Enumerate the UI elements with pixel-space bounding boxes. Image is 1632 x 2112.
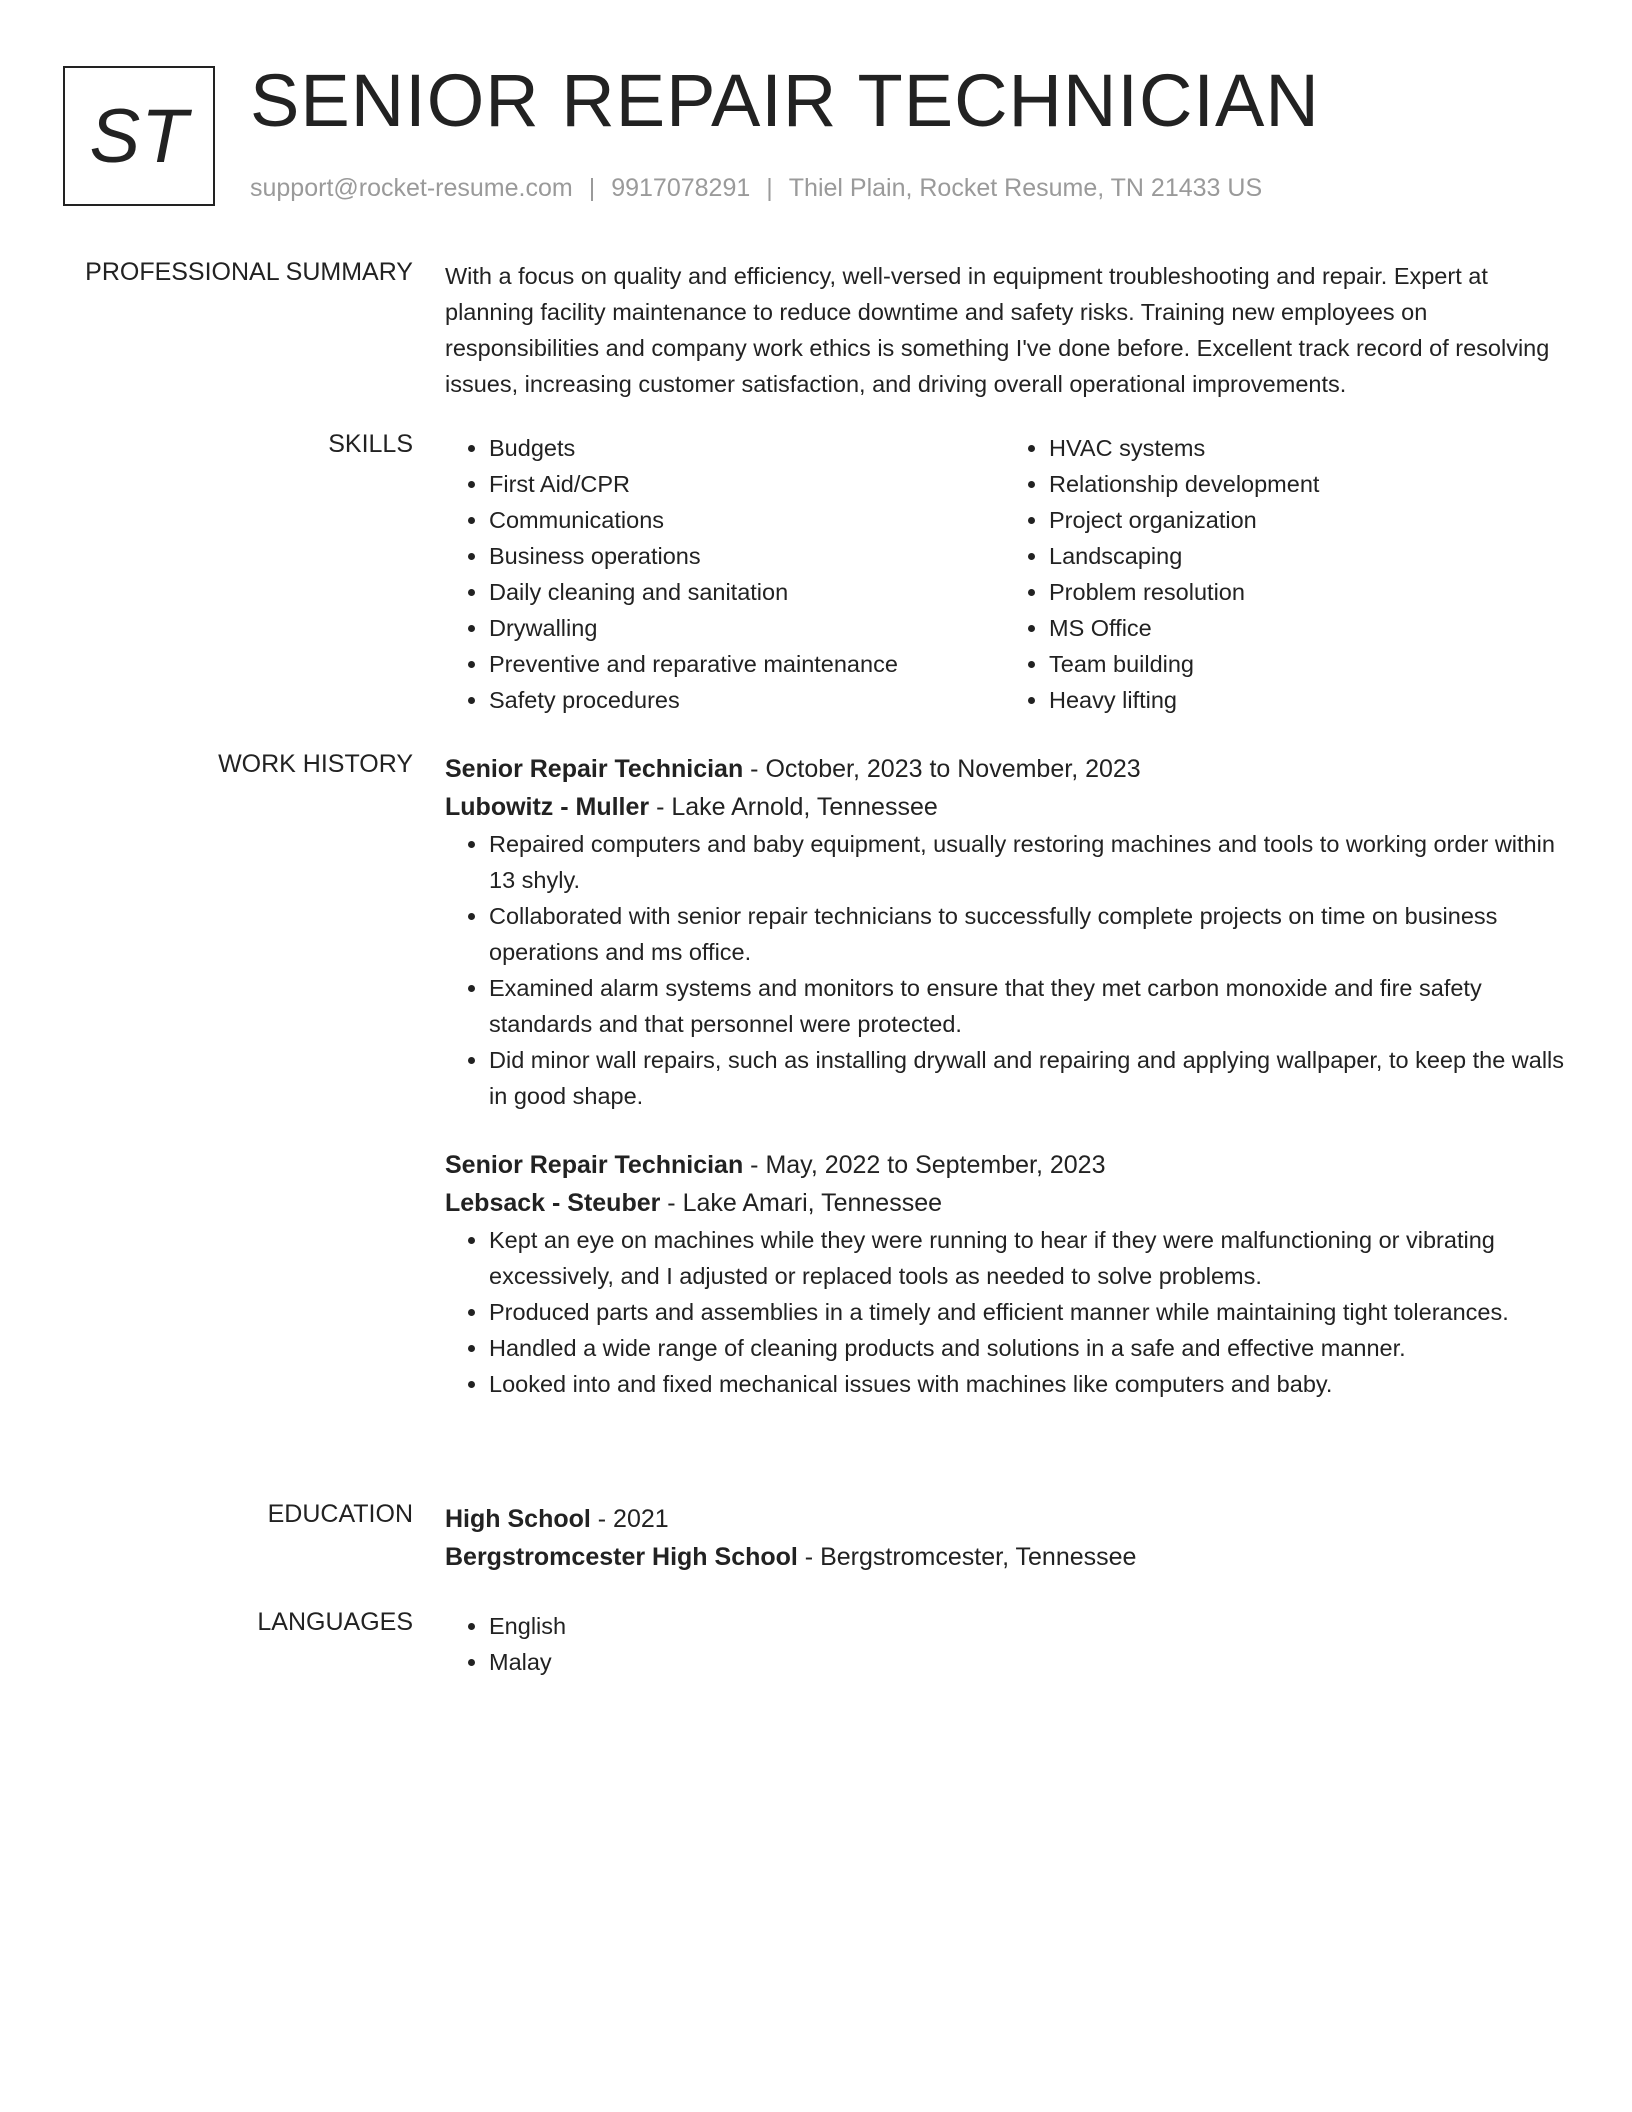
- job-company-line: [445, 788, 1565, 826]
- language-item: • English: [489, 1608, 1565, 1644]
- duty-item: • Examined alarm systems and monitors to ensure that they met carbon monoxide and fire safety standards and that personnel were protected.: [489, 970, 1565, 1042]
- skill-item: • Business operations: [489, 538, 1005, 574]
- duty-item: • Repaired computers and baby equipment, usually restoring machines and tools to working order within 13 shyly.: [489, 826, 1565, 898]
- section-label: EDUCATION: [267, 1500, 413, 1528]
- contact-address: Thiel Plain, Rocket Resume, TN 21433 US: [788, 174, 1263, 202]
- job-title-line: [445, 750, 1565, 788]
- job-title-line: [445, 1146, 1565, 1184]
- section-label: LANGUAGES: [257, 1608, 413, 1636]
- job-duties: [445, 826, 1565, 1114]
- duty-item: • Kept an eye on machines while they were running to hear if they were malfunctioning or vibrating excessively, and I adjusted or replaced tools as needed to solve problems.: [489, 1222, 1565, 1294]
- skill-item: • MS Office: [1049, 610, 1565, 646]
- job-location: - Lake Arnold, Tennessee: [649, 793, 938, 821]
- contact-separator: |: [766, 174, 773, 202]
- job-title: Senior Repair Technician: [445, 755, 744, 783]
- skill-item: • Drywalling: [489, 610, 1005, 646]
- contact-line: [250, 174, 1262, 203]
- skill-item: • Heavy lifting: [1049, 682, 1565, 718]
- skill-item: • HVAC systems: [1049, 430, 1565, 466]
- candidate-name: SENIOR REPAIR TECHNICIAN: [250, 59, 1320, 142]
- language-item: • Malay: [489, 1644, 1565, 1680]
- skill-item: • First Aid/CPR: [489, 466, 1005, 502]
- skill-item: • Safety procedures: [489, 682, 1005, 718]
- skill-item: • Team building: [1049, 646, 1565, 682]
- job-dates: - October, 2023 to November, 2023: [743, 755, 1141, 783]
- job-company: Lebsack - Steuber: [445, 1189, 661, 1217]
- duty-item: • Looked into and fixed mechanical issues with machines like computers and baby.: [489, 1366, 1565, 1402]
- job-duties: [445, 1222, 1565, 1402]
- job-dates: - May, 2022 to September, 2023: [743, 1151, 1106, 1179]
- education-school-line: [445, 1538, 1565, 1576]
- duty-item: • Handled a wide range of cleaning products and solutions in a safe and effective manner.: [489, 1330, 1565, 1366]
- work-history-body: [445, 750, 1565, 1402]
- education-school: Bergstromcester High School: [445, 1543, 798, 1571]
- skills-body: [445, 430, 1565, 718]
- job-location: - Lake Amari, Tennessee: [660, 1189, 942, 1217]
- skill-item: • Problem resolution: [1049, 574, 1565, 610]
- job-company-line: [445, 1184, 1565, 1222]
- section-label: SKILLS: [328, 430, 413, 458]
- section-label: PROFESSIONAL SUMMARY: [85, 258, 413, 286]
- duty-item: • Did minor wall repairs, such as installing drywall and repairing and applying wallpaper, to keep the walls in good shape.: [489, 1042, 1565, 1114]
- skill-item: • Communications: [489, 502, 1005, 538]
- contact-email: support@rocket-resume.com: [250, 174, 573, 202]
- education-degree: High School: [445, 1505, 591, 1533]
- section-label: WORK HISTORY: [218, 750, 413, 778]
- job-title: Senior Repair Technician: [445, 1151, 744, 1179]
- skills-list-left: [445, 430, 1005, 718]
- education-body: [445, 1500, 1565, 1576]
- skills-list-right: [1005, 430, 1565, 718]
- summary-text: With a focus on quality and efficiency, well-versed in equipment troubleshooting and repair. Expert at planning facility maintenance to reduce downtime and safety risks. Training new employees on responsibilities and company work ethics is something I've done before. Excellent track record of resolving issues, increasing customer satisfaction, and driving overall operational improvements.: [445, 263, 1550, 397]
- monogram-initials: ST: [63, 66, 215, 206]
- job-company: Lubowitz - Muller: [445, 793, 650, 821]
- skill-item: • Budgets: [489, 430, 1005, 466]
- contact-phone: 9917078291: [611, 174, 751, 202]
- education-degree-line: [445, 1500, 1565, 1538]
- education-location: - Bergstromcester, Tennessee: [797, 1543, 1137, 1571]
- skill-item: • Daily cleaning and sanitation: [489, 574, 1005, 610]
- languages-list: [445, 1608, 1565, 1680]
- duty-item: • Produced parts and assemblies in a timely and efficient manner while maintaining tight tolerances.: [489, 1294, 1565, 1330]
- languages-body: [445, 1608, 1565, 1680]
- skill-item: • Preventive and reparative maintenance: [489, 646, 1005, 682]
- education-year: - 2021: [590, 1505, 669, 1533]
- job-entry: [445, 1146, 1565, 1402]
- skill-item: • Relationship development: [1049, 466, 1565, 502]
- duty-item: • Collaborated with senior repair technicians to successfully complete projects on time on business operations and ms office.: [489, 898, 1565, 970]
- skill-item: • Landscaping: [1049, 538, 1565, 574]
- contact-separator: |: [588, 174, 596, 202]
- skill-item: • Project organization: [1049, 502, 1565, 538]
- job-entry: [445, 750, 1565, 1114]
